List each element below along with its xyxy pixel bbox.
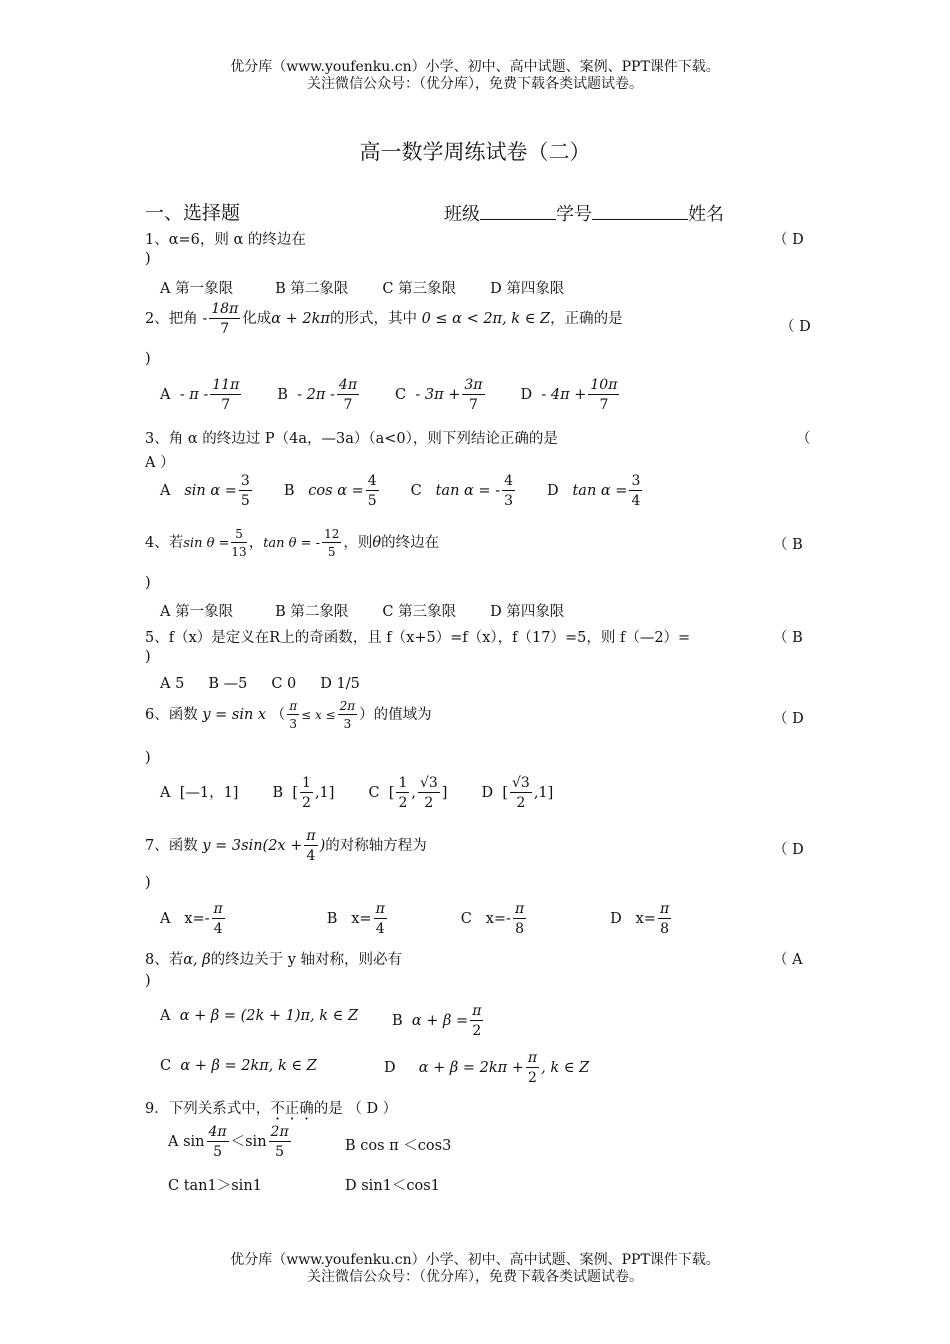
answer-close-paren: ) [145, 973, 151, 989]
question-3-stem: 3、角 α 的终边过 P（4a，—3a）（a<0），则下列结论正确的是 [145, 431, 558, 447]
question-4-options: A 第一象限 B 第二象限 C 第三象限 D 第四象限 [160, 604, 565, 620]
footer-banner-line2: 关注微信公众号：（优分库），免费下载各类试题试卷。 [307, 1269, 643, 1285]
question-9-option-b: B cos π ＜cos3 [345, 1138, 452, 1154]
answer-close-paren: ) [145, 750, 151, 766]
question-1-stem: 1、α=6，则 α 的终边在 [145, 232, 306, 248]
question-8-answer: （ A [773, 952, 803, 968]
question-3-answer: （ [796, 431, 811, 447]
name-label: 姓名 [688, 204, 724, 225]
section-heading: 一、选择题 [145, 202, 241, 224]
question-3-options: A sin α = $\frac{3}{5}$ B cos α = $\frac{4}{5}$ C tan α = - $\frac{4}{3}$ D tan α = $\frac{3}{4}$ [160, 473, 641, 509]
page-title: 高一数学周练试卷（二） [359, 140, 591, 164]
question-3-answer-letter: A ） [145, 455, 175, 471]
question-2-stem: 2、把角 - $\frac{18\pi}{7}$ 化成α + 2kπ的形式，其中 0 ≤ α < 2π, k ∈ Z，正确的是 [145, 301, 623, 337]
question-9-stem: 9．下列关系式中，不正确的是 （ D ） [145, 1101, 398, 1117]
student-id-blank[interactable] [592, 219, 688, 220]
answer-close-paren: ) [145, 251, 151, 267]
question-8-option-c: C α + β = 2kπ, k ∈ Z [160, 1058, 317, 1074]
answer-close-paren: ) [145, 575, 151, 591]
question-7-answer: （ D [773, 842, 804, 858]
class-blank[interactable] [480, 219, 556, 220]
question-7-stem: 7、函数 y = 3sin(2x + $\frac{\pi}{4}$ )的对称轴方程为 [145, 828, 427, 864]
question-8-option-a: A α + β = (2k + 1)π, k ∈ Z [160, 1008, 359, 1024]
answer-close-paren: ) [145, 649, 151, 665]
header-banner-line1: 优分库（www.youfenku.cn）小学、初中、高中试题、案例、PPT课件下载。 [230, 59, 720, 75]
question-9-option-a: A sin $\frac{4\pi}{5}$ ＜sin $\frac{2\pi}{5}$ [168, 1124, 289, 1160]
question-9-option-d: D sin1＜cos1 [345, 1178, 440, 1194]
question-2-options: A - π - $\frac{11\pi}{7}$ B - 2π - $\frac{4\pi}{7}$ C - 3π + $\frac{3\pi}{7}$ D - 4π + $\frac{10\pi}{7}$ [160, 377, 618, 413]
question-4-answer: （ B [773, 537, 803, 553]
question-5-answer: （ B [773, 630, 803, 646]
question-5-stem: 5、f（x）是定义在R上的奇函数，且 f（x+5）=f（x），f（17）=5，则 f（—2）= [145, 630, 691, 646]
answer-close-paren: ) [145, 875, 151, 891]
question-1-options: A 第一象限 B 第二象限 C 第三象限 D 第四象限 [160, 281, 565, 297]
question-7-options: A x=- $\frac{\pi}{4}$ B x= $\frac{\pi}{4}$ C x=- $\frac{\pi}{8}$ D x= $\frac{\pi}{8}$ [160, 901, 670, 937]
class-label: 班级 [444, 204, 480, 225]
header-banner-line2: 关注微信公众号：（优分库），免费下载各类试题试卷。 [307, 76, 643, 92]
student-info-line [444, 200, 724, 226]
question-4-stem: 4、若sin θ = $\frac{5}{13}$ ，tan θ = - $\frac{12}{5}$ ，则θ的终边在 [145, 527, 440, 559]
question-9-option-c: C tan1＞sin1 [168, 1178, 262, 1194]
question-8-option-d: D α + β = 2kπ + $\frac{\pi}{2}$ , k ∈ Z [384, 1050, 590, 1086]
answer-close-paren: ) [145, 351, 151, 367]
question-5-options: A 5 B —5 C 0 D 1/5 [160, 676, 360, 692]
question-1-answer: （ D [773, 232, 804, 248]
question-8-option-b: B α + β = $\frac{\pi}{2}$ [392, 1003, 482, 1039]
question-6-options: A [—1，1] B [ $\frac{1}{2}$ ,1] C [ $\frac{1}{2}$ , $\frac{√3}{2}$ ] D [ $\frac{√3}{2}$ ,1] [160, 775, 554, 811]
question-8-stem: 8、若α, β的终边关于 y 轴对称，则必有 [145, 952, 403, 968]
question-6-stem: 6、函数 y = sin x （ $\frac{\pi}{3}$ ≤ x ≤ $\frac{2\pi}{3}$ ）的值域为 [145, 699, 432, 731]
question-6-answer: （ D [773, 711, 804, 727]
student-id-label: 学号 [556, 204, 592, 225]
footer-banner-line1: 优分库（www.youfenku.cn）小学、初中、高中试题、案例、PPT课件下载。 [230, 1252, 720, 1268]
question-2-answer: （ D [780, 319, 811, 335]
